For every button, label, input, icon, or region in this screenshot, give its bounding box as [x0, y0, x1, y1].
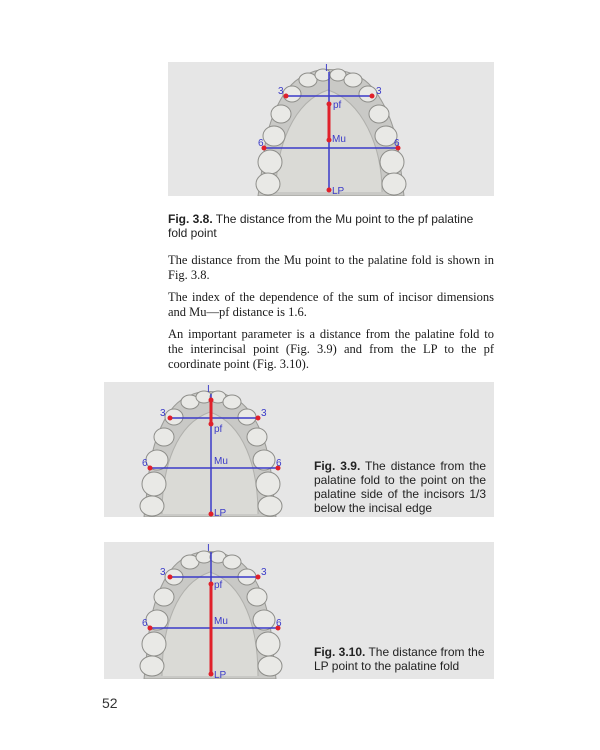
label-canine-left: 3 — [278, 86, 284, 97]
label-pf: pf — [214, 424, 223, 435]
lp-point — [209, 672, 214, 677]
molar-left-point — [148, 466, 153, 471]
label-mu: Mu — [214, 456, 228, 467]
label-top: I — [207, 384, 210, 395]
figure-3-8-caption-label: Fig. 3.8. — [168, 212, 213, 226]
figure-3-10-image — [104, 542, 304, 679]
figure-3-10-caption-text: The distance from the LP point to the palatine fold — [314, 645, 485, 673]
figure-3-8-panel — [168, 62, 494, 196]
label-canine-right: 3 — [261, 408, 267, 419]
label-lp: LP — [214, 670, 227, 679]
canine-right-point — [256, 575, 261, 580]
label-pf: pf — [333, 100, 342, 111]
label-molar-right: 6 — [276, 618, 282, 629]
canine-left-point — [168, 575, 173, 580]
figure-3-9-caption-text: The distance from the palatine fold to the point on the palatine side of the incisors 1/3 below the incisal edge — [314, 459, 486, 515]
figure-3-10-caption-label: Fig. 3.10. — [314, 645, 366, 659]
figure-3-9-caption — [314, 459, 486, 515]
label-pf: pf — [214, 580, 223, 591]
molar-left-point — [148, 626, 153, 631]
canine-right-point — [256, 416, 261, 421]
label-top: I — [207, 543, 210, 554]
label-molar-right: 6 — [394, 138, 400, 149]
label-canine-right: 3 — [261, 567, 267, 578]
figure-3-8-caption — [168, 212, 494, 240]
label-lp: LP — [214, 508, 227, 517]
lp-point — [209, 512, 214, 517]
body-paragraph-3: An important parameter is a distance from the palatine fold to the interincisal point (Fig. 3.9) and from the LP to the pf coordinate point (Fig. 3.10). — [168, 327, 494, 371]
figure-3-8-caption-text: The distance from the Mu point to the pf palatine fold point — [168, 212, 474, 240]
lp-point — [327, 188, 332, 193]
label-mu: Mu — [214, 616, 228, 627]
body-paragraph-2: The index of the dependence of the sum of incisor dimensions and Mu—pf distance is 1.6. — [168, 290, 494, 319]
body-paragraph-1: The distance from the Mu point to the palatine fold is shown in Fig. 3.8. — [168, 253, 494, 282]
canine-left-point — [168, 416, 173, 421]
label-lp: LP — [332, 186, 345, 196]
page-number: 52 — [102, 695, 118, 711]
figure-3-9-caption-label: Fig. 3.9. — [314, 459, 361, 473]
incisal-point — [209, 398, 214, 403]
label-top: I — [325, 63, 328, 74]
mu-point — [327, 138, 332, 143]
figure-3-10-caption — [314, 645, 486, 673]
label-molar-left: 6 — [142, 618, 148, 629]
canine-right-point — [370, 94, 375, 99]
figure-3-8-image — [168, 62, 494, 196]
label-canine-right: 3 — [376, 86, 382, 97]
label-molar-left: 6 — [142, 458, 148, 469]
figure-3-9-image — [104, 382, 304, 517]
pf-point — [209, 422, 214, 427]
canine-left-point — [284, 94, 289, 99]
label-mu: Mu — [332, 134, 346, 145]
label-canine-left: 3 — [160, 567, 166, 578]
pf-point — [327, 102, 332, 107]
label-molar-left: 6 — [258, 138, 264, 149]
pf-point — [209, 582, 214, 587]
label-canine-left: 3 — [160, 408, 166, 419]
label-molar-right: 6 — [276, 458, 282, 469]
